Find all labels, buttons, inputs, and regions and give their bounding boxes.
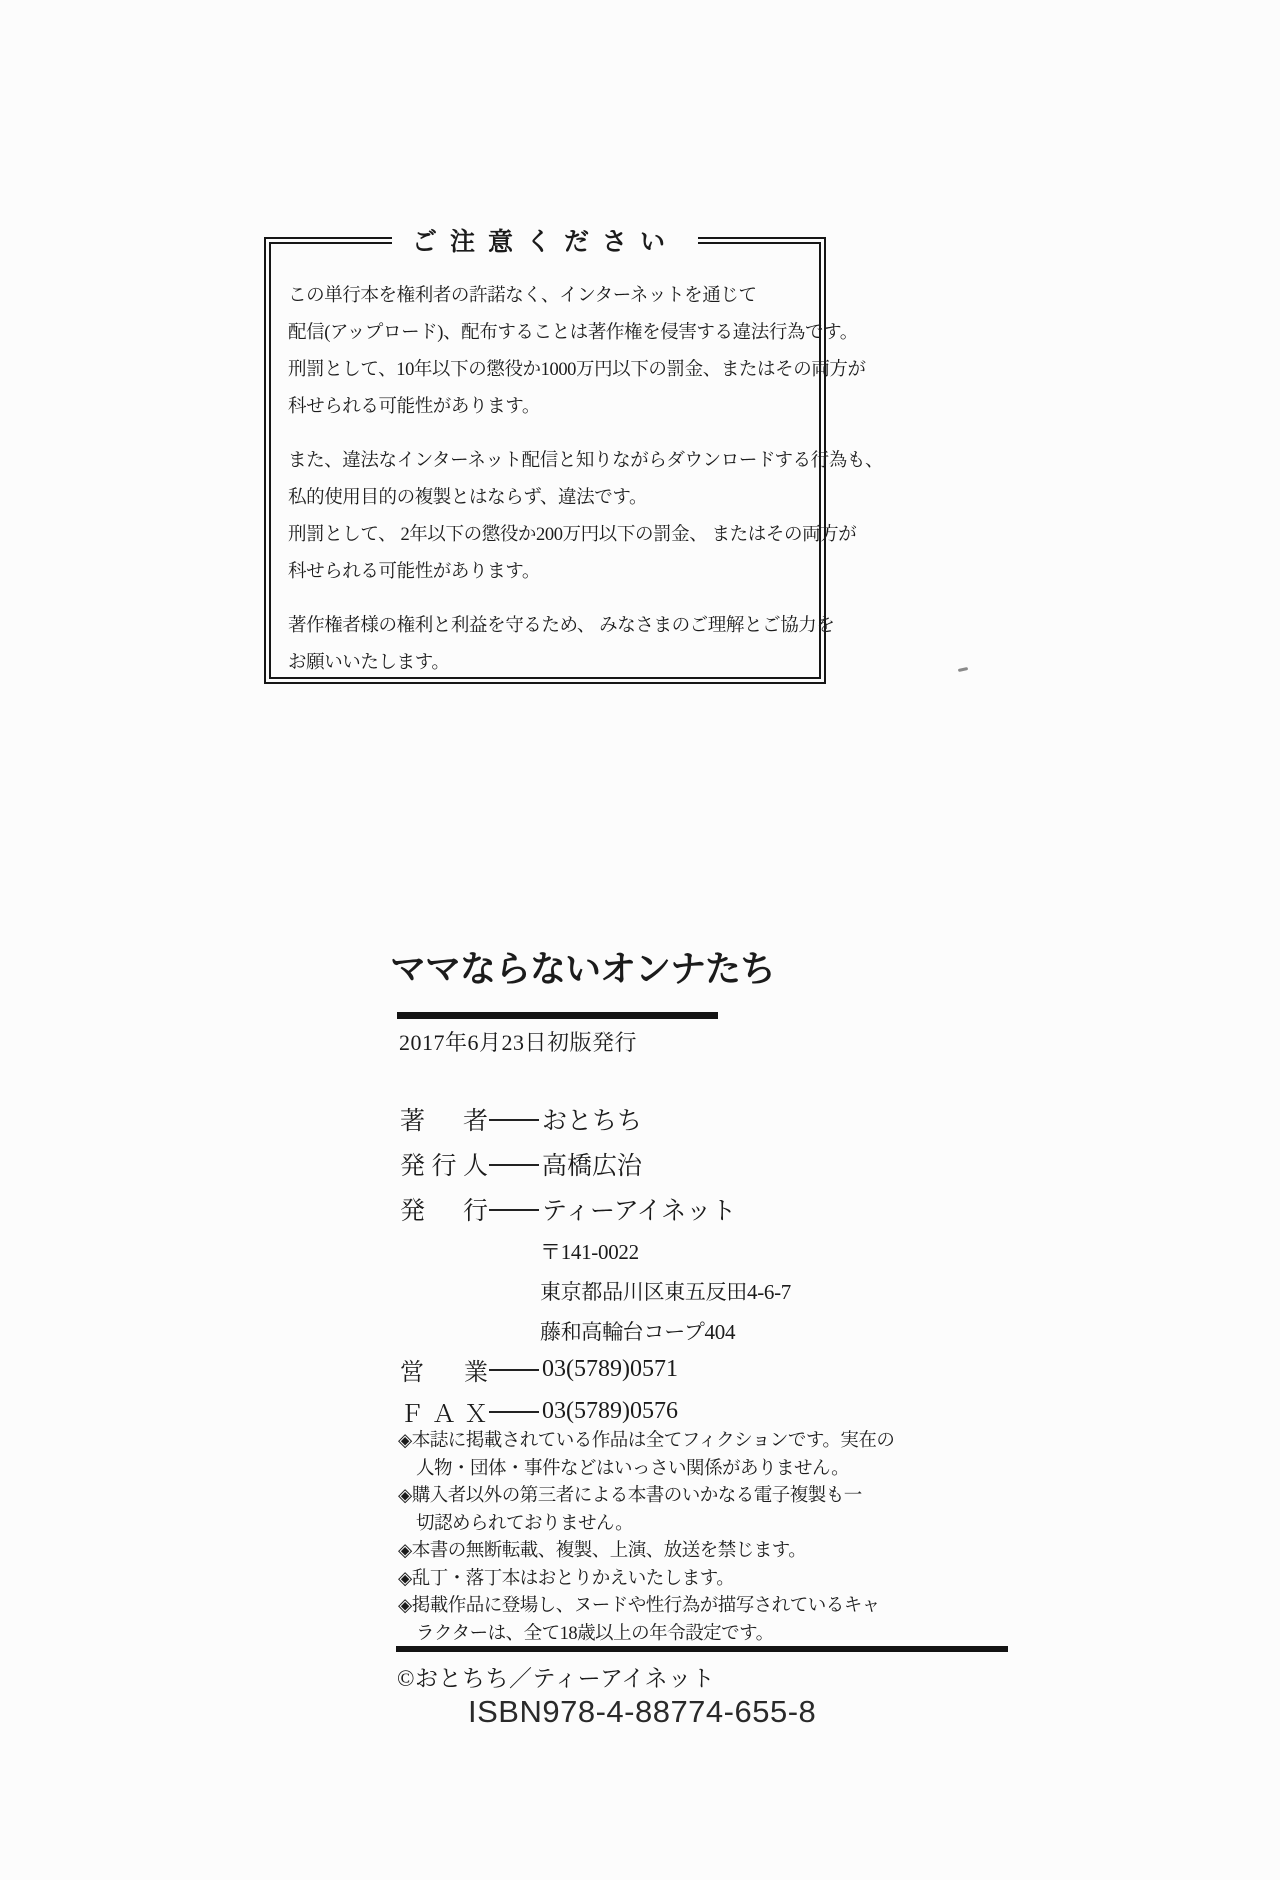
notice-line: 刑罰として、 2年以下の懲役か200万円以下の罰金、 またはその両方が <box>288 525 857 545</box>
postal-code: 〒141-0022 <box>540 1240 639 1264</box>
leader-line <box>489 1209 539 1211</box>
note-line: ◈本書の無断転載、複製、上演、放送を禁じます。 <box>398 1541 807 1561</box>
leader-line <box>489 1411 539 1413</box>
notice-line: 刑罰として、10年以下の懲役か1000万円以下の罰金、またはその両方が <box>288 360 866 380</box>
notice-line: 私的使用目的の複製とはならず、違法です。 <box>288 488 648 508</box>
copyright-notice-box <box>264 229 884 684</box>
notice-line: 著作権者様の権利と利益を守るため、 みなさまのご理解とご協力を <box>288 616 835 636</box>
notice-line: 科せられる可能性があります。 <box>288 562 540 582</box>
notice-line: 科せられる可能性があります。 <box>288 397 540 417</box>
credit-row-publisher-person <box>400 1141 736 1186</box>
scan-artifact <box>958 667 968 672</box>
contact-label: ＦＡＸ <box>400 1401 488 1428</box>
leader-line <box>489 1369 539 1371</box>
note-line: 人物・団体・事件などはいっさい関係がありません。 <box>398 1458 850 1479</box>
edition-date: 2017年6月23日初版発行 <box>399 1030 638 1055</box>
address-line: 藤和高輪台コープ404 <box>540 1320 736 1344</box>
contact-row-fax <box>400 1390 678 1432</box>
credit-label: 発行人 <box>400 1152 488 1180</box>
credit-value: 高橋広治 <box>542 1152 643 1180</box>
notice-body <box>288 278 884 698</box>
credit-row-publisher-company <box>400 1186 736 1231</box>
legal-notes-block <box>398 1428 894 1648</box>
note-line: ラクターは、全て18歳以上の年令設定です。 <box>398 1623 774 1644</box>
copyright-line: ©おとちち／ティーアイネット <box>397 1666 716 1691</box>
title-underline-rule <box>397 1012 718 1019</box>
notice-line: 配信(アップロード)、配布することは著作権を侵害する違法行為です。 <box>288 323 858 343</box>
credit-value: ティーアイネット <box>542 1197 737 1225</box>
book-title: ママならないオンナたち <box>390 949 776 989</box>
notice-paragraph-2 <box>288 443 884 591</box>
note-line: ◈購入者以外の第三者による本書のいかなる電子複製も一 <box>398 1486 862 1506</box>
isbn: ISBN978-4-88774-655-8 <box>468 1694 817 1729</box>
note-line: 切認められておりません。 <box>398 1513 634 1534</box>
contact-label: 営 業 <box>400 1359 488 1386</box>
notice-paragraph-3 <box>288 608 835 682</box>
notice-line: お願いいたします。 <box>288 653 450 673</box>
address-block <box>540 1232 791 1352</box>
notice-line: この単行本を権利者の許諾なく、インターネットを通じて <box>288 286 757 306</box>
credits-block <box>400 1096 736 1231</box>
address-line: 東京都品川区東五反田4-6-7 <box>540 1280 791 1304</box>
contact-row-sales <box>400 1348 678 1390</box>
credit-label: 発 行 <box>400 1197 488 1225</box>
credit-label: 著 者 <box>400 1107 488 1135</box>
separator-rule <box>396 1646 1008 1652</box>
note-line: ◈本誌に掲載されている作品は全てフィクションです。実在の <box>398 1431 895 1451</box>
notice-title: ご注意ください <box>392 227 698 259</box>
leader-line <box>489 1119 539 1121</box>
notice-line: また、違法なインターネット配信と知りながらダウンロードする行為も、 <box>288 451 884 471</box>
contact-value: 03(5789)0576 <box>542 1397 678 1424</box>
contacts-block <box>400 1348 678 1432</box>
notice-paragraph-1 <box>288 278 866 426</box>
contact-value: 03(5789)0571 <box>542 1355 678 1382</box>
credit-row-author <box>400 1096 736 1141</box>
note-line: ◈掲載作品に登場し、ヌードや性行為が描写されているキャ <box>398 1596 880 1616</box>
note-line: ◈乱丁・落丁本はおとりかえいたします。 <box>398 1568 735 1589</box>
leader-line <box>489 1164 539 1166</box>
credit-value: おとちち <box>542 1107 643 1135</box>
